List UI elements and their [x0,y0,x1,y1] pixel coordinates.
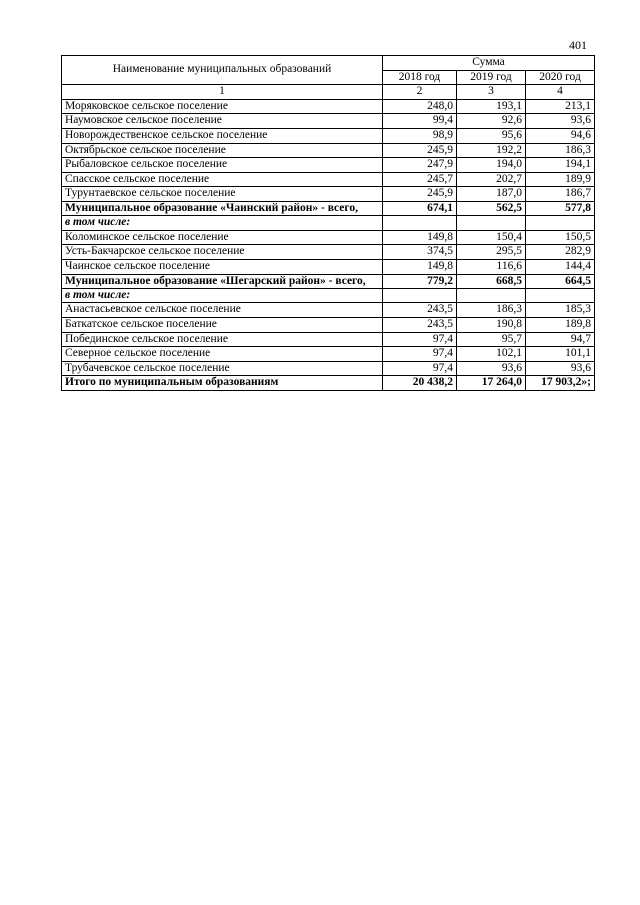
empty-cell [457,216,526,231]
column-number: 4 [526,85,595,100]
subheading-row [62,288,595,303]
amount-cell-2020: 94,7 [526,332,595,347]
empty-cell [383,288,457,303]
amount-cell-2018: 97,4 [383,347,457,362]
amount-cell-2020: 17 903,2»; [526,376,595,391]
year-header-2020: 2020 год [526,70,595,85]
amount-cell-2020: 577,8 [526,201,595,215]
amount-cell-2020: 194,1 [526,158,595,173]
budget-table [61,55,595,391]
amount-cell-2018: 243,5 [383,317,457,332]
amount-cell-2020: 94,6 [526,128,595,143]
amount-cell-2020: 189,9 [526,172,595,187]
municipality-name-cell: Спасское сельское поселение [62,172,383,187]
amount-cell-2020: 282,9 [526,245,595,260]
amount-cell-2019: 17 264,0 [457,376,526,391]
amount-cell-2018: 674,1 [383,201,457,215]
table-body [62,99,595,390]
table-row [62,303,595,318]
municipality-name-cell: Анастасьевское сельское поселение [62,303,383,318]
municipality-name-cell: Турунтаевское сельское поселение [62,187,383,202]
table-row [62,317,595,332]
amount-cell-2019: 194,0 [457,158,526,173]
column-numbers-row [62,85,595,100]
amount-cell-2020: 185,3 [526,303,595,318]
amount-cell-2018: 245,9 [383,187,457,202]
municipality-name-cell: Муниципальное образование «Чаинский район» - всего, [62,201,383,215]
amount-cell-2019: 193,1 [457,99,526,114]
amount-cell-2018: 97,4 [383,361,457,376]
amount-cell-2019: 202,7 [457,172,526,187]
district-total-row [62,201,595,215]
amount-cell-2019: 93,6 [457,361,526,376]
municipality-name-cell: Новорождественское сельское поселение [62,128,383,143]
column-number: 3 [457,85,526,100]
page-number: 401 [569,38,587,52]
amount-cell-2018: 99,4 [383,114,457,129]
municipality-name-cell: в том числе: [62,216,383,231]
empty-cell [457,288,526,303]
table-row [62,361,595,376]
empty-cell [383,216,457,231]
amount-cell-2018: 779,2 [383,274,457,288]
amount-cell-2019: 190,8 [457,317,526,332]
amount-cell-2020: 150,5 [526,230,595,245]
amount-cell-2019: 92,6 [457,114,526,129]
amount-cell-2019: 562,5 [457,201,526,215]
municipality-name-cell: Усть-Бакчарское сельское поселение [62,245,383,260]
table-row [62,230,595,245]
table-row [62,187,595,202]
amount-cell-2020: 186,7 [526,187,595,202]
amount-cell-2020: 93,6 [526,361,595,376]
year-header-2018: 2018 год [383,70,457,85]
municipality-name-cell: Трубачевское сельское поселение [62,361,383,376]
municipality-name-cell: Побединское сельское поселение [62,332,383,347]
amount-cell-2020: 186,3 [526,143,595,158]
amount-cell-2018: 243,5 [383,303,457,318]
municipality-name-cell: Итого по муниципальным образованиям [62,376,383,391]
amount-cell-2019: 187,0 [457,187,526,202]
municipality-name-cell: Наумовское сельское поселение [62,114,383,129]
table-row [62,245,595,260]
table-row [62,128,595,143]
empty-cell [526,216,595,231]
name-column-header: Наименование муниципальных образований [62,56,383,85]
table-header [62,56,595,100]
table-row [62,158,595,173]
amount-cell-2019: 295,5 [457,245,526,260]
grand-total-row [62,376,595,391]
amount-cell-2018: 149,8 [383,230,457,245]
amount-cell-2018: 248,0 [383,99,457,114]
amount-cell-2020: 101,1 [526,347,595,362]
empty-cell [526,288,595,303]
table-row [62,114,595,129]
amount-cell-2018: 374,5 [383,245,457,260]
column-number: 2 [383,85,457,100]
sum-column-header: Сумма [383,56,595,71]
amount-cell-2019: 95,6 [457,128,526,143]
table-row [62,99,595,114]
district-total-row [62,274,595,288]
municipality-name-cell: Октябрьское сельское поселение [62,143,383,158]
year-header-2019: 2019 год [457,70,526,85]
amount-cell-2018: 247,9 [383,158,457,173]
table-row [62,143,595,158]
subheading-row [62,216,595,231]
column-number: 1 [62,85,383,100]
municipality-name-cell: Рыбаловское сельское поселение [62,158,383,173]
amount-cell-2018: 20 438,2 [383,376,457,391]
amount-cell-2019: 668,5 [457,274,526,288]
amount-cell-2019: 150,4 [457,230,526,245]
table-row [62,347,595,362]
table-row [62,259,595,274]
amount-cell-2019: 95,7 [457,332,526,347]
municipality-name-cell: Баткатское сельское поселение [62,317,383,332]
amount-cell-2019: 116,6 [457,259,526,274]
amount-cell-2018: 98,9 [383,128,457,143]
amount-cell-2019: 102,1 [457,347,526,362]
amount-cell-2020: 144,4 [526,259,595,274]
municipality-name-cell: в том числе: [62,288,383,303]
municipality-name-cell: Северное сельское поселение [62,347,383,362]
municipality-name-cell: Моряковское сельское поселение [62,99,383,114]
amount-cell-2018: 245,9 [383,143,457,158]
municipality-name-cell: Коломинское сельское поселение [62,230,383,245]
amount-cell-2020: 664,5 [526,274,595,288]
amount-cell-2018: 97,4 [383,332,457,347]
municipality-name-cell: Муниципальное образование «Шегарский район» - всего, [62,274,383,288]
amount-cell-2019: 192,2 [457,143,526,158]
amount-cell-2018: 245,7 [383,172,457,187]
table-row [62,332,595,347]
amount-cell-2020: 189,8 [526,317,595,332]
amount-cell-2018: 149,8 [383,259,457,274]
amount-cell-2019: 186,3 [457,303,526,318]
municipality-name-cell: Чаинское сельское поселение [62,259,383,274]
table-row [62,172,595,187]
amount-cell-2020: 93,6 [526,114,595,129]
amount-cell-2020: 213,1 [526,99,595,114]
